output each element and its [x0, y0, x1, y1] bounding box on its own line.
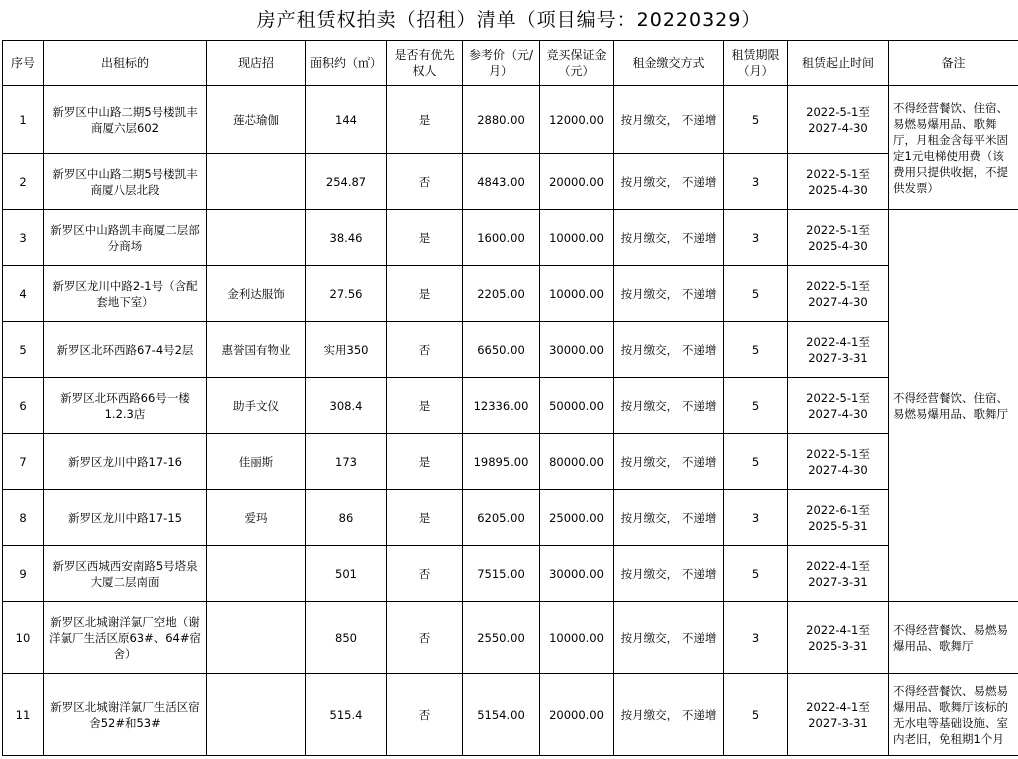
cell-priority: 否 — [387, 546, 463, 602]
header-ref-price: 参考价（元/月） — [463, 41, 540, 86]
header-remark: 备注 — [889, 41, 1018, 86]
cell-deposit: 25000.00 — [540, 490, 614, 546]
cell-payment: 按月缴交， 不递增 — [614, 674, 724, 756]
cell-sign — [207, 210, 306, 266]
cell-remark: 不得经营餐饮、易燃易爆用品、歌舞厅 — [889, 602, 1018, 674]
cell-deposit: 50000.00 — [540, 378, 614, 434]
cell-period: 2022-5-1至2025-4-30 — [788, 154, 889, 210]
cell-seq: 10 — [3, 602, 44, 674]
cell-location: 新罗区龙川中路17-16 — [44, 434, 207, 490]
cell-term: 5 — [724, 378, 788, 434]
cell-location: 新罗区龙川中路17-15 — [44, 490, 207, 546]
header-seq: 序号 — [3, 41, 44, 86]
cell-deposit: 80000.00 — [540, 434, 614, 490]
cell-area: 308.4 — [306, 378, 387, 434]
cell-period: 2022-5-1至2027-4-30 — [788, 86, 889, 154]
table-row — [3, 602, 1018, 674]
cell-location: 新罗区中山路二期5号楼凯丰商厦六层602 — [44, 86, 207, 154]
cell-payment: 按月缴交， 不递增 — [614, 210, 724, 266]
cell-priority: 是 — [387, 378, 463, 434]
cell-ref-price: 2550.00 — [463, 602, 540, 674]
cell-deposit: 30000.00 — [540, 322, 614, 378]
cell-ref-price: 19895.00 — [463, 434, 540, 490]
header-payment: 租金缴交方式 — [614, 41, 724, 86]
cell-term: 5 — [724, 266, 788, 322]
cell-remark: 不得经营餐饮、住宿、易燃易爆用品、歌舞厅 — [889, 210, 1018, 602]
cell-seq: 11 — [3, 674, 44, 756]
cell-deposit: 30000.00 — [540, 546, 614, 602]
cell-payment: 按月缴交， 不递增 — [614, 434, 724, 490]
cell-term: 5 — [724, 322, 788, 378]
cell-sign: 佳丽斯 — [207, 434, 306, 490]
cell-location: 新罗区北城谢洋氯厂空地（谢洋氯厂生活区原63#、64#宿舍） — [44, 602, 207, 674]
cell-period: 2022-5-1至2027-4-30 — [788, 434, 889, 490]
cell-period: 2022-5-1至2027-4-30 — [788, 378, 889, 434]
cell-priority: 是 — [387, 266, 463, 322]
cell-deposit: 20000.00 — [540, 154, 614, 210]
cell-seq: 3 — [3, 210, 44, 266]
cell-area: 38.46 — [306, 210, 387, 266]
cell-period: 2022-4-1至2027-3-31 — [788, 674, 889, 756]
cell-deposit: 10000.00 — [540, 210, 614, 266]
cell-area: 501 — [306, 546, 387, 602]
cell-location: 新罗区西城西安南路5号塔泉大厦二层南面 — [44, 546, 207, 602]
cell-location: 新罗区中山路二期5号楼凯丰商厦八层北段 — [44, 154, 207, 210]
cell-period: 2022-4-1至2027-3-31 — [788, 322, 889, 378]
cell-location: 新罗区龙川中路2-1号（含配套地下室） — [44, 266, 207, 322]
cell-ref-price: 2880.00 — [463, 86, 540, 154]
cell-ref-price: 4843.00 — [463, 154, 540, 210]
table-row — [3, 266, 1018, 322]
cell-seq: 5 — [3, 322, 44, 378]
cell-ref-price: 7515.00 — [463, 546, 540, 602]
cell-priority: 是 — [387, 210, 463, 266]
cell-priority: 否 — [387, 674, 463, 756]
table-row — [3, 434, 1018, 490]
cell-payment: 按月缴交， 不递增 — [614, 490, 724, 546]
cell-priority: 是 — [387, 434, 463, 490]
cell-payment: 按月缴交， 不递增 — [614, 602, 724, 674]
cell-seq: 4 — [3, 266, 44, 322]
cell-ref-price: 2205.00 — [463, 266, 540, 322]
cell-area: 144 — [306, 86, 387, 154]
table-row — [3, 154, 1018, 210]
cell-location: 新罗区北环西路66号一楼1.2.3店 — [44, 378, 207, 434]
cell-priority: 否 — [387, 322, 463, 378]
cell-sign: 助手文仪 — [207, 378, 306, 434]
cell-remark: 不得经营餐饮、易燃易爆用品、歌舞厅该标的无水电等基础设施、室内老旧，免租期1个月 — [889, 674, 1018, 756]
cell-deposit: 10000.00 — [540, 266, 614, 322]
cell-period: 2022-4-1至2025-3-31 — [788, 602, 889, 674]
cell-deposit: 20000.00 — [540, 674, 614, 756]
cell-sign: 爱玛 — [207, 490, 306, 546]
cell-location: 新罗区中山路凯丰商厦二层部分商场 — [44, 210, 207, 266]
cell-term: 5 — [724, 546, 788, 602]
cell-period: 2022-4-1至2027-3-31 — [788, 546, 889, 602]
cell-payment: 按月缴交， 不递增 — [614, 86, 724, 154]
table-row — [3, 546, 1018, 602]
cell-seq: 9 — [3, 546, 44, 602]
cell-deposit: 10000.00 — [540, 602, 614, 674]
cell-sign — [207, 674, 306, 756]
cell-term: 3 — [724, 602, 788, 674]
cell-priority: 否 — [387, 154, 463, 210]
header-period: 租赁起止时间 — [788, 41, 889, 86]
cell-term: 5 — [724, 434, 788, 490]
cell-sign — [207, 602, 306, 674]
table-row — [3, 86, 1018, 154]
header-area: 面积约（㎡） — [306, 41, 387, 86]
cell-priority: 是 — [387, 86, 463, 154]
cell-sign: 惠誉国有物业 — [207, 322, 306, 378]
cell-period: 2022-6-1至2025-5-31 — [788, 490, 889, 546]
table-row — [3, 378, 1018, 434]
cell-sign: 莲芯瑜伽 — [207, 86, 306, 154]
cell-area: 173 — [306, 434, 387, 490]
cell-payment: 按月缴交， 不递增 — [614, 378, 724, 434]
table-row — [3, 490, 1018, 546]
table-row — [3, 674, 1018, 756]
page-title: 房产租赁权拍卖（招租）清单（项目编号：20220329） — [256, 9, 762, 31]
header-priority: 是否有优先权人 — [387, 41, 463, 86]
cell-seq: 8 — [3, 490, 44, 546]
cell-sign — [207, 154, 306, 210]
cell-sign — [207, 546, 306, 602]
table-row — [3, 210, 1018, 266]
cell-area: 254.87 — [306, 154, 387, 210]
cell-ref-price: 6205.00 — [463, 490, 540, 546]
cell-term: 3 — [724, 154, 788, 210]
header-deposit: 竞买保证金（元） — [540, 41, 614, 86]
cell-area: 850 — [306, 602, 387, 674]
cell-ref-price: 6650.00 — [463, 322, 540, 378]
cell-term: 5 — [724, 86, 788, 154]
cell-priority: 否 — [387, 602, 463, 674]
cell-sign: 金利达服饰 — [207, 266, 306, 322]
cell-term: 3 — [724, 490, 788, 546]
table-header-row — [3, 41, 1018, 86]
auction-table — [2, 40, 1018, 756]
cell-term: 3 — [724, 210, 788, 266]
cell-location: 新罗区北环西路67-4号2层 — [44, 322, 207, 378]
cell-ref-price: 12336.00 — [463, 378, 540, 434]
cell-payment: 按月缴交， 不递增 — [614, 154, 724, 210]
cell-deposit: 12000.00 — [540, 86, 614, 154]
cell-seq: 1 — [3, 86, 44, 154]
cell-seq: 2 — [3, 154, 44, 210]
cell-period: 2022-5-1至2025-4-30 — [788, 210, 889, 266]
cell-ref-price: 1600.00 — [463, 210, 540, 266]
cell-area: 27.56 — [306, 266, 387, 322]
cell-period: 2022-5-1至2027-4-30 — [788, 266, 889, 322]
table-row — [3, 322, 1018, 378]
cell-ref-price: 5154.00 — [463, 674, 540, 756]
cell-term: 5 — [724, 674, 788, 756]
cell-payment: 按月缴交， 不递增 — [614, 322, 724, 378]
cell-remark: 不得经营餐饮、住宿、易燃易爆用品、歌舞厅，月租金含每平米固定1元电梯使用费（该费用只提供收据，不提供发票） — [889, 86, 1018, 210]
cell-area: 86 — [306, 490, 387, 546]
cell-location: 新罗区北城谢洋氯厂生活区宿舍52#和53# — [44, 674, 207, 756]
cell-payment: 按月缴交， 不递增 — [614, 546, 724, 602]
cell-priority: 是 — [387, 490, 463, 546]
cell-area: 515.4 — [306, 674, 387, 756]
cell-area: 实用350 — [306, 322, 387, 378]
cell-seq: 6 — [3, 378, 44, 434]
header-location: 出租标的 — [44, 41, 207, 86]
header-sign: 现店招 — [207, 41, 306, 86]
header-term: 租赁期限（月） — [724, 41, 788, 86]
cell-payment: 按月缴交， 不递增 — [614, 266, 724, 322]
cell-seq: 7 — [3, 434, 44, 490]
